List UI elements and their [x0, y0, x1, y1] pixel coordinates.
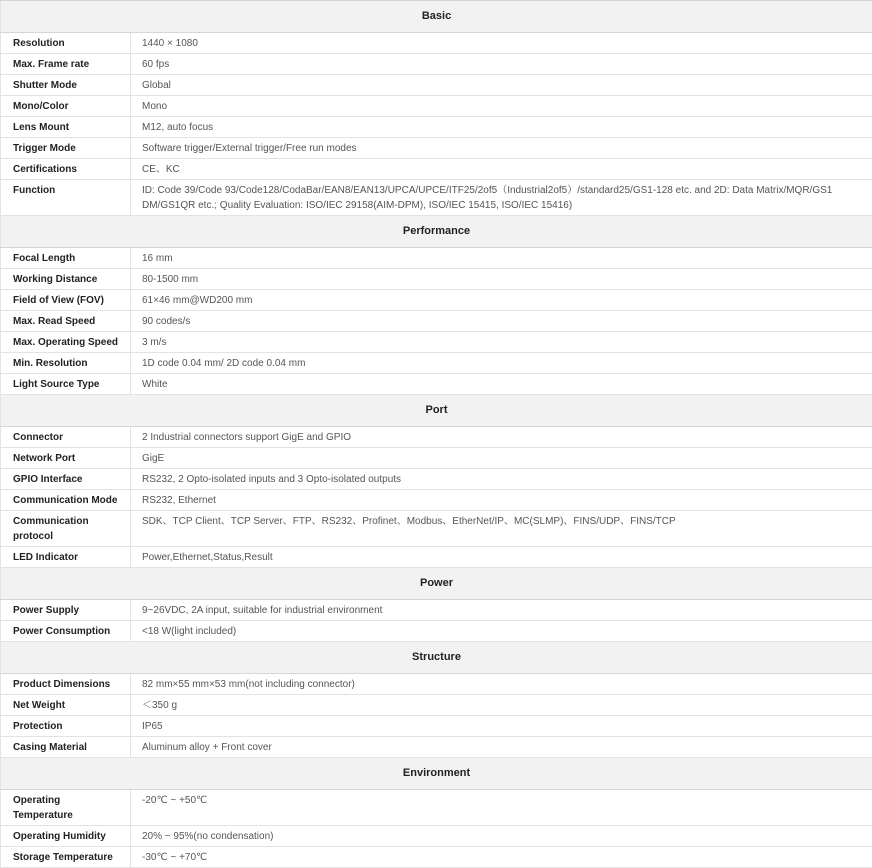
spec-label: Operating Temperature	[1, 790, 131, 826]
spec-value: 2 Industrial connectors support GigE and GPIO	[131, 427, 872, 448]
spec-value: M12, auto focus	[131, 117, 872, 138]
spec-value: Power,Ethernet,Status,Result	[131, 547, 872, 568]
table-row	[1, 269, 872, 290]
spec-value: 20% ~ 95%(no condensation)	[131, 826, 872, 847]
section-title: Structure	[1, 642, 872, 674]
spec-label: Max. Operating Speed	[1, 332, 131, 353]
spec-label: Casing Material	[1, 737, 131, 758]
section-header	[1, 216, 872, 248]
spec-value: 90 codes/s	[131, 311, 872, 332]
spec-value: ＜350 g	[131, 695, 872, 716]
spec-label: Storage Temperature	[1, 847, 131, 868]
spec-label: Protection	[1, 716, 131, 737]
spec-value: White	[131, 374, 872, 395]
spec-value: -30℃ ~ +70℃	[131, 847, 872, 868]
spec-value: SDK、TCP Client、TCP Server、FTP、RS232、Profinet、Modbus、EtherNet/IP、MC(SLMP)、FINS/UDP、FINS/TCP	[131, 511, 872, 547]
section-header	[1, 1, 872, 33]
table-row	[1, 547, 872, 568]
table-row	[1, 621, 872, 642]
table-row	[1, 159, 872, 180]
spec-label: Shutter Mode	[1, 75, 131, 96]
table-row	[1, 511, 872, 547]
table-row	[1, 448, 872, 469]
spec-label: Certifications	[1, 159, 131, 180]
table-row	[1, 695, 872, 716]
section-header	[1, 568, 872, 600]
spec-label: Working Distance	[1, 269, 131, 290]
spec-label: Trigger Mode	[1, 138, 131, 159]
table-row	[1, 847, 872, 868]
section-title: Power	[1, 568, 872, 600]
table-row	[1, 600, 872, 621]
spec-value: Aluminum alloy + Front cover	[131, 737, 872, 758]
spec-label: Lens Mount	[1, 117, 131, 138]
table-row	[1, 180, 872, 216]
table-row	[1, 469, 872, 490]
table-row	[1, 311, 872, 332]
spec-value: 16 mm	[131, 248, 872, 269]
table-row	[1, 96, 872, 117]
table-row	[1, 138, 872, 159]
spec-label: Max. Frame rate	[1, 54, 131, 75]
table-row	[1, 826, 872, 847]
table-row	[1, 75, 872, 96]
table-row	[1, 790, 872, 826]
spec-value: 1D code 0.04 mm/ 2D code 0.04 mm	[131, 353, 872, 374]
spec-value: GigE	[131, 448, 872, 469]
spec-value: 1440 × 1080	[131, 33, 872, 54]
spec-label: Power Supply	[1, 600, 131, 621]
spec-table-body	[1, 1, 872, 868]
spec-label: Product Dimensions	[1, 674, 131, 695]
spec-label: Field of View (FOV)	[1, 290, 131, 311]
section-title: Performance	[1, 216, 872, 248]
section-header	[1, 395, 872, 427]
table-row	[1, 427, 872, 448]
spec-value: 61×46 mm@WD200 mm	[131, 290, 872, 311]
spec-label: Min. Resolution	[1, 353, 131, 374]
spec-label: Operating Humidity	[1, 826, 131, 847]
table-row	[1, 248, 872, 269]
spec-value: ID: Code 39/Code 93/Code128/CodaBar/EAN8/EAN13/UPCA/UPCE/ITF25/2of5（Industrial2of5）/standard25/GS1-128 etc. and 2D: Data Matrix/MQR/GS1 DM/GS1QR etc.; Quality Evaluation: ISO/IEC 29158(AIM-DPM), ISO/IEC 15415, ISO/IEC 15416)	[131, 180, 872, 216]
spec-value: 80-1500 mm	[131, 269, 872, 290]
table-row	[1, 353, 872, 374]
spec-label: Network Port	[1, 448, 131, 469]
spec-label: Net Weight	[1, 695, 131, 716]
spec-value: Global	[131, 75, 872, 96]
table-row	[1, 674, 872, 695]
spec-label: Communication Mode	[1, 490, 131, 511]
spec-label: GPIO Interface	[1, 469, 131, 490]
table-row	[1, 374, 872, 395]
spec-label: Light Source Type	[1, 374, 131, 395]
spec-label: Connector	[1, 427, 131, 448]
table-row	[1, 332, 872, 353]
table-row	[1, 33, 872, 54]
section-title: Environment	[1, 758, 872, 790]
table-row	[1, 54, 872, 75]
spec-value: RS232, 2 Opto-isolated inputs and 3 Opto-isolated outputs	[131, 469, 872, 490]
section-header	[1, 642, 872, 674]
spec-label: Max. Read Speed	[1, 311, 131, 332]
spec-label: Power Consumption	[1, 621, 131, 642]
section-title: Port	[1, 395, 872, 427]
spec-value: Software trigger/External trigger/Free run modes	[131, 138, 872, 159]
spec-value: CE、KC	[131, 159, 872, 180]
table-row	[1, 490, 872, 511]
spec-value: 3 m/s	[131, 332, 872, 353]
section-header	[1, 758, 872, 790]
spec-label: Focal Length	[1, 248, 131, 269]
spec-value: RS232, Ethernet	[131, 490, 872, 511]
table-row	[1, 290, 872, 311]
spec-value: -20℃ ~ +50℃	[131, 790, 872, 826]
table-row	[1, 117, 872, 138]
spec-value: 82 mm×55 mm×53 mm(not including connector)	[131, 674, 872, 695]
spec-value: 9~26VDC, 2A input, suitable for industrial environment	[131, 600, 872, 621]
spec-value: <18 W(light included)	[131, 621, 872, 642]
spec-label: Function	[1, 180, 131, 216]
table-row	[1, 737, 872, 758]
spec-label: Communication protocol	[1, 511, 131, 547]
spec-value: 60 fps	[131, 54, 872, 75]
spec-label: LED Indicator	[1, 547, 131, 568]
table-row	[1, 716, 872, 737]
section-title: Basic	[1, 1, 872, 33]
spec-label: Mono/Color	[1, 96, 131, 117]
spec-value: Mono	[131, 96, 872, 117]
spec-value: IP65	[131, 716, 872, 737]
spec-label: Resolution	[1, 33, 131, 54]
